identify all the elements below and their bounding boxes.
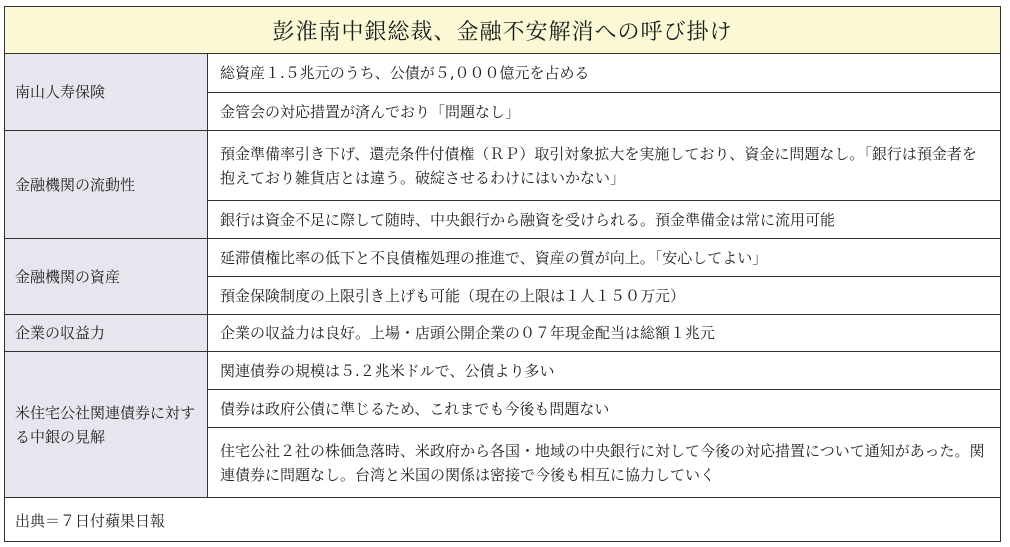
row-detail: 総資産１.５兆元のうち、公債が５,０００億元を占める: [208, 54, 1001, 93]
row-detail: 金管会の対応措置が済んでおり「問題なし」: [208, 93, 1001, 131]
row-category: 米住宅公社関連債券に対する中銀の見解: [5, 352, 208, 498]
table-row: [5, 131, 1001, 201]
row-category: 金融機関の資産: [5, 239, 208, 315]
row-detail: 債券は政府公債に準じるため、これまでも今後も問題ない: [208, 390, 1001, 428]
row-category: 企業の収益力: [5, 315, 208, 352]
row-detail: 預金保険制度の上限引き上げも可能（現在の上限は１人１５０万元）: [208, 277, 1001, 315]
row-category: 金融機関の流動性: [5, 131, 208, 239]
row-detail: 関連債券の規模は５.２兆米ドルで、公債より多い: [208, 352, 1001, 390]
row-detail: 銀行は資金不足に際して随時、中央銀行から融資を受けられる。預金準備金は常に流用可能: [208, 201, 1001, 239]
row-detail: 企業の収益力は良好。上場・店頭公開企業の０７年現金配当は総額１兆元: [208, 315, 1001, 352]
table-row: [5, 315, 1001, 352]
row-detail: 預金準備率引き下げ、還売条件付債権（ＲＰ）取引対象拡大を実施しており、資金に問題なし。「銀行は預金者を抱えており雑貨店とは違う。破綻させるわけにはいかない」: [208, 131, 1001, 201]
table-row: [5, 239, 1001, 277]
table-row: [5, 54, 1001, 93]
info-table: [4, 53, 1001, 498]
table-title: 彭淮南中銀総裁、金融不安解消への呼び掛け: [4, 6, 1001, 54]
source-note: 出典＝７日付蘋果日報: [4, 500, 1001, 542]
row-category: 南山人寿保険: [5, 54, 208, 131]
table-row: [5, 352, 1001, 390]
row-detail: 延滞債権比率の低下と不良債権処理の推進で、資産の質が向上。「安心してよい」: [208, 239, 1001, 277]
row-detail: 住宅公社２社の株価急落時、米政府から各国・地域の中央銀行に対して今後の対応措置について通知があった。関連債券に問題なし。台湾と米国の関係は密接で今後も相互に協力していく: [208, 428, 1001, 498]
